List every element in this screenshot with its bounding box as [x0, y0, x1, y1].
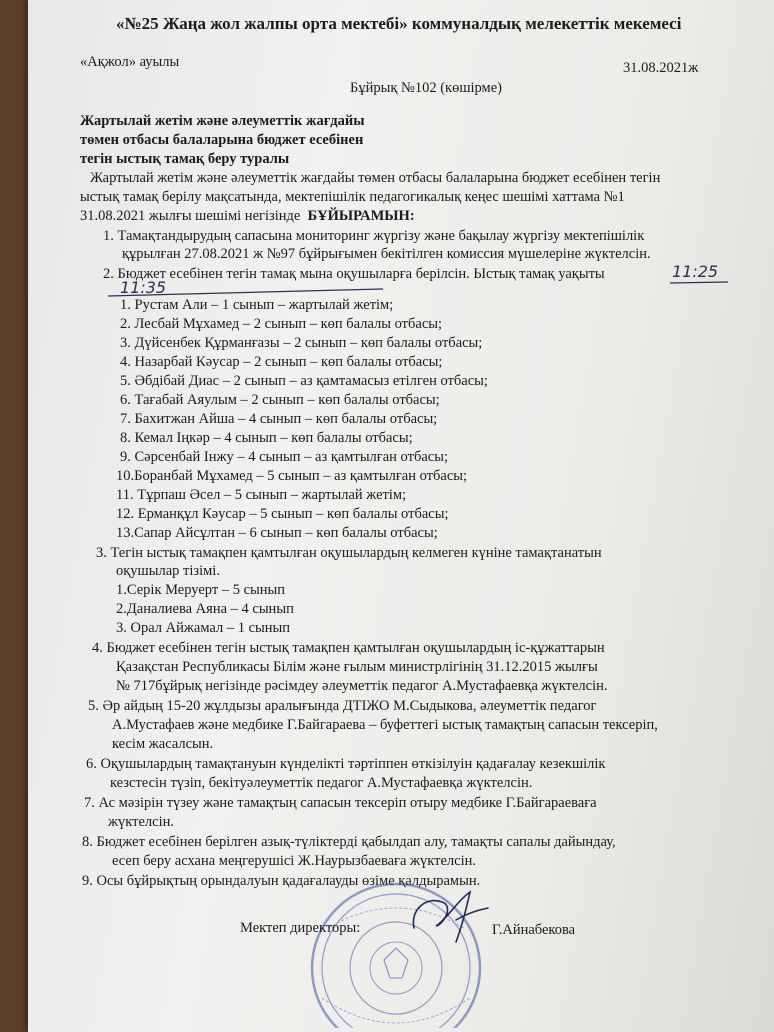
item-2-text: 2. Бюджет есебінен тегін тамақ мына оқушыларға берілсін. Ыстық тамақ уақыты — [103, 266, 605, 282]
reserve-item: 2.Даналиева Аяна – 4 сынып — [116, 601, 294, 617]
student-item: 10.Боранбай Мұхамед – 5 сынып – аз қамтылған отбасы; — [116, 468, 468, 484]
order-number: Бұйрық №102 (көшірме) — [350, 80, 502, 96]
item-4-line-3: № 717бұйрық негізінде рәсімдеу әлеуметтік педагог А.Мустафаевқа жүктелсін. — [116, 678, 608, 694]
handwriting-underlines — [28, 0, 774, 300]
document-page — [28, 0, 774, 1032]
item-5-line-2: А.Мустафаев және медбике Г.Байгараева – буфеттегі ыстық тамақтың сапасын тексеріп, — [112, 717, 658, 733]
item-4-line-2: Қазақстан Республикасы Білім және ғылым министрлігінің 31.12.2015 жылғы — [116, 659, 598, 675]
item-7-line-1: 7. Ас мәзірін түзеу және тамақтың сапасын тексеріп отыру медбике Г.Байгараеваға — [84, 795, 597, 811]
intro-line-3: 31.08.2021 жылғы шешімі негізінде БҰЙЫРАМЫН: — [80, 208, 415, 224]
director-signature-icon — [396, 880, 496, 950]
item-5-line-1: 5. Әр айдың 15-20 жұлдызы аралығында ДТІЖО М.Сыдыкова, әлеуметтік педагог — [88, 698, 597, 714]
order-keyword: БҰЙЫРАМЫН: — [307, 208, 415, 224]
title-line-1: Жартылай жетім және әлеуметтік жағдайы — [80, 113, 365, 129]
item-3-line-2: оқушылар тізімі. — [116, 563, 220, 579]
item-6-line-2: кезстесін түзіп, бекітуәлеуметтік педагог А.Мустафаевқа жүктелсін. — [110, 775, 533, 791]
intro-line-2: ыстық тамақ берілу мақсатында, мектепішілік педагогикалық кеңес шешімі хаттама №1 — [80, 189, 625, 205]
reserve-item: 3. Орал Айжамал – 1 сынып — [116, 620, 291, 636]
handwritten-time-2: 11:35 — [120, 278, 167, 297]
intro-line-1: Жартылай жетім және әлеуметтік жағдайы төмен отбасы балаларына бюджет есебінен тегін — [90, 170, 661, 186]
student-item: 11. Тұрпаш Әсел – 5 сынып – жартылай жетім; — [116, 487, 407, 503]
student-item: 13.Сапар Айсұлтан – 6 сынып – көп балалы отбасы; — [116, 525, 438, 541]
item-4-line-1: 4. Бюджет есебінен тегін ыстық тамақпен қамтылған оқушылардың іс-құжаттарын — [92, 640, 605, 656]
title-line-2: төмен отбасы балаларына бюджет есебінен — [80, 132, 364, 148]
student-item: 6. Тағабай Аяулым – 2 сынып – көп балалы отбасы; — [120, 392, 440, 408]
handwritten-time-1: 11:25 — [672, 262, 719, 281]
item-3-line-1: 3. Тегін ыстық тамақпен қамтылған оқушылардың келмеген күніне тамақтанатын — [96, 545, 602, 561]
reserve-item: 1.Серік Меруерт – 5 сынып — [116, 582, 286, 598]
item-5-line-3: кесім жасалсын. — [112, 736, 214, 752]
student-item: 4. Назарбай Кәусар – 2 сынып – көп балалы отбасы; — [120, 354, 443, 370]
student-item: 5. Әбдібай Диас – 2 сынып – аз қамтамасыз етілген отбасы; — [120, 373, 488, 389]
signature-label: Мектеп директоры: — [240, 920, 361, 936]
item-8-line-1: 8. Бюджет есебінен берілген азық-түліктерді қабылдап алу, тамақты сапалы дайындау, — [82, 834, 616, 850]
item-9-text: 9. Осы бұйрықтың орындалуын қадағалауды өзіме қалдырамын. — [82, 873, 481, 889]
order-date: 31.08.2021ж — [623, 60, 699, 76]
item-1-line-1: 1. Тамақтандырудың сапасына мониторинг жүргізу және бақылау жүргізу мектепішілік — [103, 228, 645, 244]
student-item: 3. Дүйсенбек Құрманғазы – 2 сынып – көп балалы отбасы; — [120, 335, 483, 351]
student-item: 2. Лесбай Мұхамед – 2 сынып – көп балалы отбасы; — [120, 316, 443, 332]
title-line-3: тегін ыстық тамақ беру туралы — [80, 151, 290, 167]
student-item: 12. Ерманқұл Кәусар – 5 сынып – көп балалы отбасы; — [116, 506, 449, 522]
village-name: «Ақжол» ауылы — [80, 54, 180, 70]
school-header: «№25 Жаңа жол жалпы орта мектебі» коммуналдық мелекеттік мекемесі — [116, 14, 682, 33]
student-item: 8. Кемал Іңкәр – 4 сынып – көп балалы отбасы; — [120, 430, 413, 446]
student-item: 7. Бахитжан Айша – 4 сынып – көп балалы отбасы; — [120, 411, 438, 427]
director-name: Г.Айнабекова — [492, 922, 576, 938]
item-6-line-1: 6. Оқушылардың тамақтануын күнделікті тәртіппен өткізілуін қадағалау кезекшілік — [86, 756, 606, 772]
item-1-line-2: құрылған 27.08.2021 ж №97 бұйрығымен бекітілген комиссия мүшелеріне жүктелсін. — [122, 246, 651, 262]
student-item: 1. Рустам Али – 1 сынып – жартылай жетім; — [120, 297, 394, 313]
item-7-line-2: жүктелсін. — [108, 814, 174, 830]
student-item: 9. Сәрсенбай Інжу – 4 сынып – аз қамтылған отбасы; — [120, 449, 448, 465]
item-8-line-2: есеп беру асхана меңгерушісі Ж.Наурызбаеваға жүктелсін. — [112, 853, 477, 869]
